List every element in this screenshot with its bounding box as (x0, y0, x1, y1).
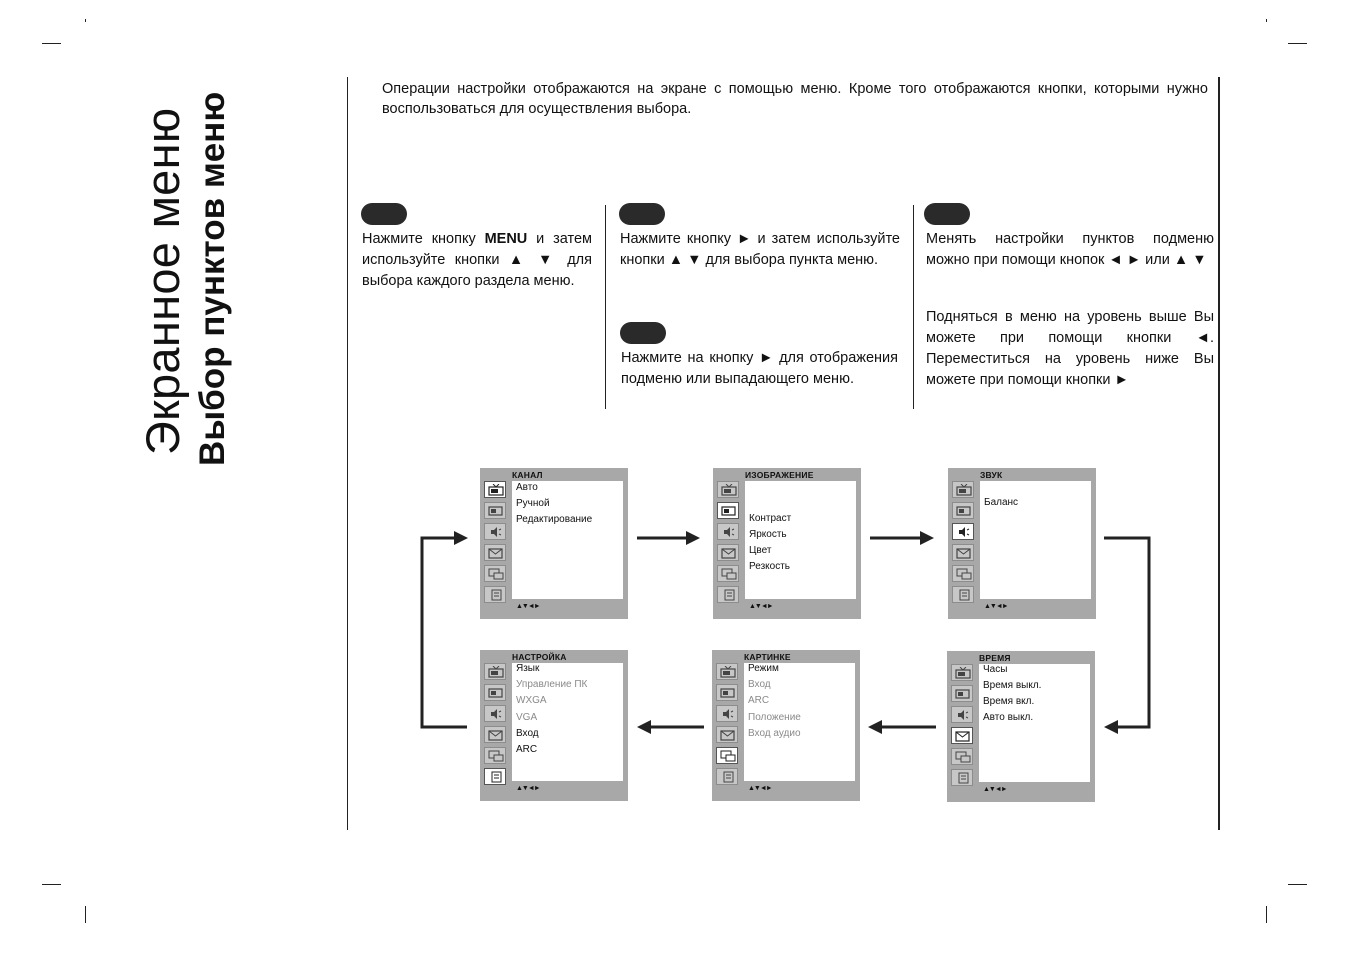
menu-item[interactable]: Цвет (749, 545, 772, 556)
envelope-clock-icon[interactable] (952, 544, 974, 561)
step-badge (620, 322, 666, 344)
menu-item[interactable]: Язык (516, 663, 540, 674)
menu-item[interactable]: Ручной (516, 498, 550, 509)
menu-item[interactable]: Контраст (749, 513, 792, 524)
step-badge (924, 203, 970, 225)
arrow-vremya-to-kartinke (868, 720, 936, 734)
arrow-kartinke-to-nastroyka (637, 720, 704, 734)
setup-icon[interactable] (484, 768, 506, 785)
menu-item[interactable]: Вход аудио (748, 728, 801, 739)
screens-icon[interactable] (484, 747, 506, 764)
menu-item[interactable]: Яркость (749, 529, 787, 540)
step-3-text: Нажмите на кнопку ► для отображения подменю или выпадающего меню. (621, 350, 898, 387)
menu-title: КАРТИНКЕ (744, 652, 791, 662)
tv-icon[interactable] (484, 663, 506, 680)
menu-panel-kanal (480, 468, 628, 619)
menu-icon-column (484, 481, 508, 607)
setup-icon[interactable] (484, 586, 506, 603)
crop-dot (85, 19, 86, 22)
page-subtitle: Выбор пунктов меню (193, 91, 232, 466)
menu-item[interactable]: VGA (516, 712, 538, 723)
menu-title: КАНАЛ (512, 470, 543, 480)
menu-title: ИЗОБРАЖЕНИЕ (745, 470, 814, 480)
crop-mark (42, 884, 61, 885)
arrow-kanal-to-izobrazhenie (637, 531, 700, 545)
screens-icon[interactable] (952, 565, 974, 582)
menu-item[interactable]: Редактирование (516, 514, 593, 525)
menu-icon-column (952, 481, 976, 607)
menu-title: ВРЕМЯ (979, 653, 1011, 663)
setup-icon[interactable] (951, 769, 973, 786)
menu-panel-kartinke (712, 650, 860, 801)
envelope-clock-icon[interactable] (716, 726, 738, 743)
setup-icon[interactable] (716, 768, 738, 785)
setup-icon[interactable] (717, 586, 739, 603)
picture-icon[interactable] (952, 502, 974, 519)
menu-item[interactable]: Время вкл. (983, 696, 1035, 707)
menu-item[interactable]: ARC (748, 695, 770, 706)
crop-dot (1266, 19, 1267, 22)
menu-panel-izobrazhenie (713, 468, 861, 619)
step-badge (619, 203, 665, 225)
arrow-zvuk-to-vremya (1104, 538, 1149, 734)
speaker-icon[interactable] (717, 523, 739, 540)
menu-key-label: MENU (484, 231, 528, 247)
column-divider (913, 205, 914, 409)
page-title: Экранное меню (136, 107, 189, 455)
nav-arrows-hint: ▲▼◄► (748, 785, 772, 792)
menu-item[interactable]: Положение (748, 712, 801, 723)
speaker-icon[interactable] (716, 705, 738, 722)
menu-icon-column (716, 663, 740, 789)
nav-arrows-hint: ▲▼◄► (983, 786, 1007, 793)
step-4b-text: Подняться в меню на уровень выше Вы можете при помощи кнопки ◄. Переместиться на уровень ниже Вы можете при помощи кнопки ► (926, 309, 1214, 388)
menu-icon-column (951, 664, 975, 790)
envelope-clock-icon[interactable] (484, 726, 506, 743)
picture-icon[interactable] (484, 684, 506, 701)
step-4a-text: Менять настройки пунктов подменю можно при помощи кнопок ◄ ► или ▲ ▼ (926, 231, 1214, 268)
menu-item[interactable]: Баланс (984, 497, 1019, 508)
speaker-icon[interactable] (484, 523, 506, 540)
crop-mark (1266, 906, 1267, 923)
left-rule (347, 77, 348, 830)
menu-icon-column (717, 481, 741, 607)
picture-icon[interactable] (717, 502, 739, 519)
tv-icon[interactable] (716, 663, 738, 680)
menu-panel-vremya (947, 651, 1095, 802)
menu-item[interactable]: WXGA (516, 695, 547, 706)
speaker-icon[interactable] (952, 523, 974, 540)
menu-panel-nastroyka (480, 650, 628, 801)
nav-arrows-hint: ▲▼◄► (516, 603, 540, 610)
screens-icon[interactable] (484, 565, 506, 582)
crop-mark (1288, 43, 1307, 44)
screens-icon[interactable] (717, 565, 739, 582)
crop-mark (85, 906, 86, 923)
menu-title: НАСТРОЙКА (512, 652, 567, 662)
right-rule (1218, 77, 1220, 830)
menu-list (745, 481, 856, 599)
tv-icon[interactable] (717, 481, 739, 498)
nav-arrows-hint: ▲▼◄► (749, 603, 773, 610)
menu-item[interactable]: ARC (516, 744, 538, 755)
tv-icon[interactable] (951, 664, 973, 681)
arrow-izobrazhenie-to-zvuk (870, 531, 934, 545)
picture-icon[interactable] (951, 685, 973, 702)
screens-icon[interactable] (951, 748, 973, 765)
menu-item[interactable]: Вход (748, 679, 771, 690)
menu-title: ЗВУК (980, 470, 1003, 480)
menu-item[interactable]: Режим (748, 663, 779, 674)
step-1-text-a: Нажмите кнопку (362, 231, 485, 247)
menu-icon-column (484, 663, 508, 789)
nav-arrows-hint: ▲▼◄► (984, 603, 1008, 610)
menu-item[interactable]: Управление ПК (516, 679, 588, 690)
menu-item[interactable]: Часы (983, 664, 1008, 675)
speaker-icon[interactable] (484, 705, 506, 722)
menu-item[interactable]: Авто (516, 482, 538, 493)
step-1-text-b: и затем используйте кнопки ▲ ▼ для выбора каждого раздела меню. (362, 231, 592, 289)
intro-text: Операции настройки отображаются на экране с помощью меню. Кроме того отображаются кнопки, которыми нужно воспользоваться для осуществления выбора. (382, 81, 1208, 117)
step-1-text (362, 229, 592, 292)
step-badge (361, 203, 407, 225)
crop-mark (1288, 884, 1307, 885)
crop-mark (42, 43, 61, 44)
tv-icon[interactable] (484, 481, 506, 498)
envelope-clock-icon[interactable] (484, 544, 506, 561)
menu-panel-zvuk (948, 468, 1096, 619)
menu-item[interactable]: Авто выкл. (983, 712, 1034, 723)
speaker-icon[interactable] (951, 706, 973, 723)
picture-icon[interactable] (716, 684, 738, 701)
menu-item[interactable]: Время выкл. (983, 680, 1042, 691)
screens-icon[interactable] (716, 747, 738, 764)
step-2-text: Нажмите кнопку ► и затем используйте кнопки ▲ ▼ для выбора пункта меню. (620, 231, 900, 268)
arrow-nastroyka-to-kanal (422, 531, 468, 727)
envelope-clock-icon[interactable] (717, 544, 739, 561)
tv-icon[interactable] (952, 481, 974, 498)
setup-icon[interactable] (952, 586, 974, 603)
picture-icon[interactable] (484, 502, 506, 519)
nav-arrows-hint: ▲▼◄► (516, 785, 540, 792)
menu-item[interactable]: Вход (516, 728, 539, 739)
envelope-clock-icon[interactable] (951, 727, 973, 744)
menu-item[interactable]: Резкость (749, 561, 790, 572)
column-divider (605, 205, 606, 409)
